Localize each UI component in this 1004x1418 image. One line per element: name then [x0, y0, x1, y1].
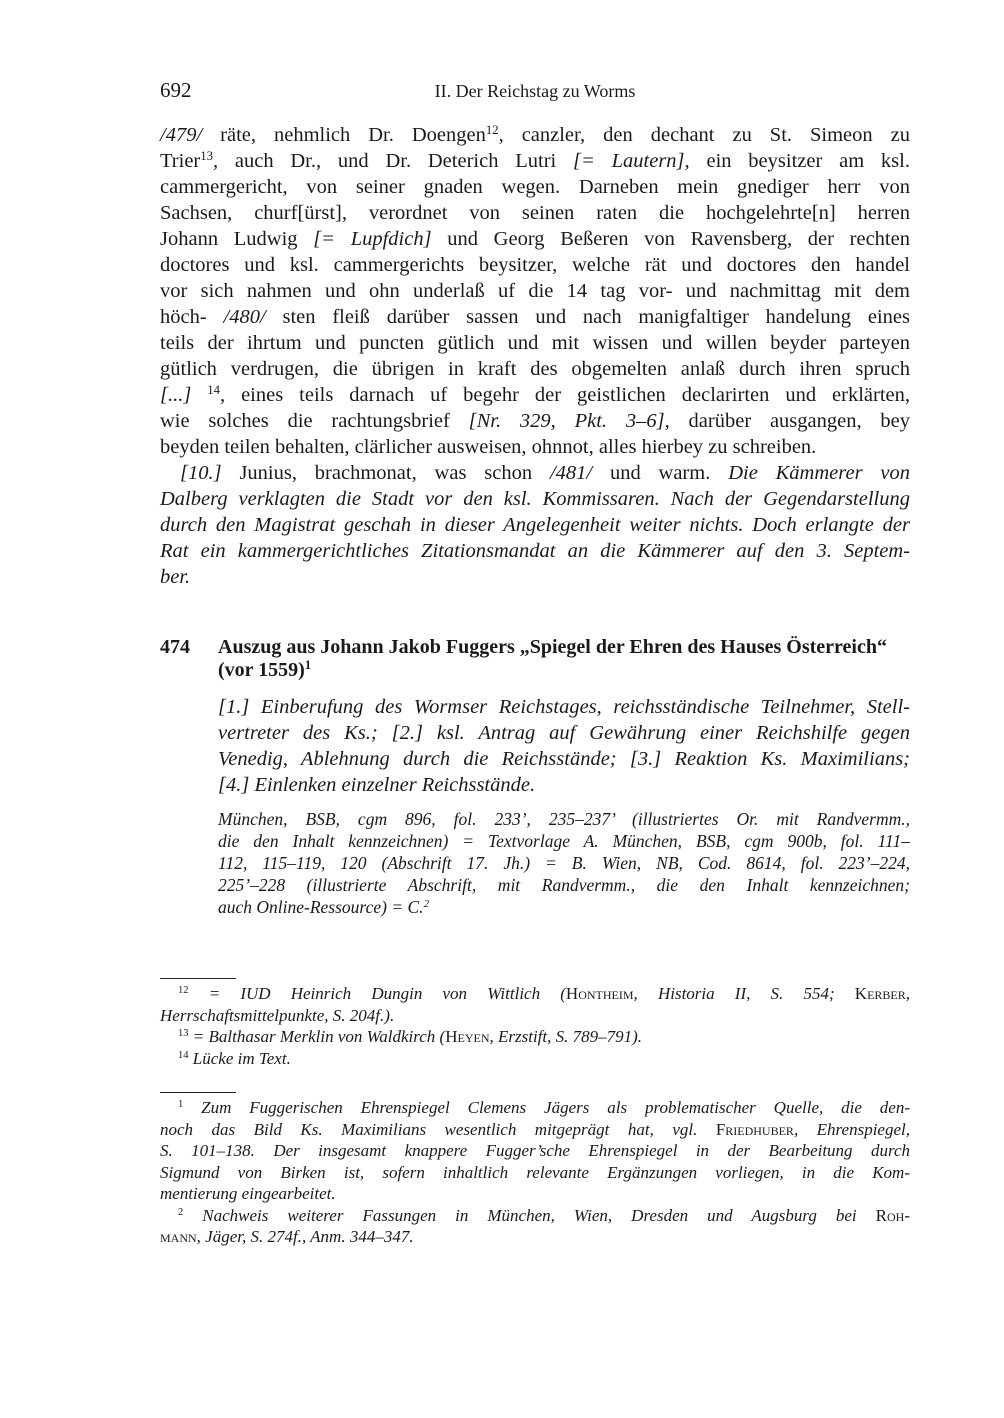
text-segment: , eines teils darnach uf begehr der geistlichen declarirten und erklärten, [220, 384, 910, 406]
source-line [218, 830, 910, 852]
footnote-marker: 13 [178, 1028, 189, 1040]
footnote-marker: 1 [178, 1099, 184, 1111]
footnote-line [160, 983, 910, 1005]
footnote [160, 1205, 910, 1248]
footnote-line [160, 1183, 910, 1205]
text-line [160, 200, 910, 226]
entry-number: 474 [160, 636, 190, 658]
text-segment: [= Lupfdich] [313, 228, 432, 250]
text-line [160, 226, 910, 252]
text-line [160, 434, 910, 460]
text-segment: , ein beysitzer am ksl. [684, 150, 910, 172]
footnote-marker: 2 [423, 898, 429, 911]
text-segment: 225’–228 (illustrierte Abschrift, mit Randvermm., die den Inhalt kennzeichnen; [218, 875, 910, 895]
text-line [160, 174, 910, 200]
text-segment: höch- [160, 306, 224, 328]
text-segment: , Ehrenspiegel, [793, 1119, 910, 1139]
text-segment: beyden teilen behalten, clärlicher ausweisen, ohnnot, alles hierbey zu schreiben. [160, 436, 817, 458]
text-line [160, 512, 910, 538]
text-segment: Lücke im Text. [188, 1048, 291, 1068]
text-segment: /481/ [549, 462, 593, 484]
text-line [160, 460, 910, 486]
text-segment: 112, 115–119, 120 (Abschrift 17. Jh.) = B. Wien, NB, Cod. 8614, fol. 223’–224, [218, 853, 910, 873]
text-segment: Rat ein kammergerichtliches Zitationsmandat an die Kämmerer auf den 3. Septem- [160, 540, 910, 562]
title-line [218, 636, 910, 659]
footnote [160, 1048, 910, 1070]
text-segment: teils der ihrtum und puncten gütlich und mit wissen und willen beyder parteyen [160, 332, 910, 354]
text-segment: vor sich nahmen und ohn underlaß uf die 14 tag vor- und nachmittag mit dem [160, 280, 910, 302]
page-number: 692 [160, 78, 192, 102]
text-segment: mann [160, 1227, 197, 1246]
footnote-marker: 12 [178, 985, 189, 997]
text-segment: gütlich verdrugen, die übrigen in kraft des obgemelten anlaß durch ihren spruch [160, 358, 910, 380]
text-segment: doctores und ksl. cammergerichts beysitzer, welche rät und doctores den handel [160, 254, 910, 276]
text-line [160, 304, 910, 330]
text-segment: Roh- [875, 1205, 910, 1225]
source-line [218, 874, 910, 896]
footnote-line [160, 1205, 910, 1227]
text-segment: Zum Fuggerischen Ehrenspiegel Clemens Jägers als problematischer Quelle, die den- [183, 1098, 910, 1117]
entry-title [218, 636, 910, 682]
footnote-line [160, 1140, 910, 1162]
text-segment: S. 101–138. Der insgesamt knappere Fugger’sche Ehrenspiegel in der Bearbeitung durch [160, 1141, 910, 1160]
text-line [160, 252, 910, 278]
text-segment: vertreter des Ks.; [2.] ksl. Antrag auf Gewährung einer Reichshilfe gegen [218, 722, 910, 744]
footnote [160, 1097, 910, 1205]
text-segment: /479/ [160, 124, 203, 146]
text-segment: räte, nehmlich Dr. Doengen [202, 124, 486, 146]
text-line [160, 122, 910, 148]
text-segment: , darüber ausgangen, bey [664, 410, 911, 432]
text-line [160, 278, 910, 304]
text-segment: und Georg Beßeren von Ravensberg, der rechten [431, 228, 910, 250]
summary-line [218, 746, 910, 772]
text-segment: , Jäger, S. 274f., Anm. 344–347. [196, 1227, 414, 1246]
footnote-line [160, 1026, 910, 1048]
text-segment: Hontheim [565, 984, 634, 1003]
text-segment: Friedhuber [715, 1119, 794, 1139]
footnote-marker: 12 [485, 123, 499, 138]
text-segment: , auch Dr., und Dr. Deterich Lutri [212, 150, 574, 172]
text-segment: [...] [160, 384, 192, 406]
text-segment: mentierung eingearbeitet. [160, 1184, 336, 1203]
footnote-marker: 2 [178, 1206, 184, 1218]
text-segment: , Erzstift, S. 789–791). [489, 1027, 643, 1046]
footnote-line [160, 1005, 910, 1027]
text-line [160, 330, 910, 356]
text-segment: Dalberg verklagten die Stadt vor den ksl. Kommissaren. Nach der Gegendarstellung [160, 488, 910, 510]
footnotes-main [160, 978, 910, 1069]
text-segment: Trier [160, 150, 201, 172]
footnote-line [160, 1048, 910, 1070]
text-segment: /480/ [223, 306, 266, 328]
footnote-marker: 13 [200, 149, 213, 164]
text-segment: München, BSB, cgm 896, fol. 233’, 235–237’ (illustriertes Or. mit Randvermm., [218, 809, 910, 829]
text-segment: durch den Magistrat geschah in dieser Angelegenheit weiter nichts. Doch erlangte der [160, 514, 910, 536]
text-segment: auch Online-Ressource) = C. [218, 897, 424, 917]
text-segment: cammergericht, von seiner gnaden wegen. Darneben mein gnediger herr von [160, 176, 910, 198]
footnote-marker: 14 [207, 383, 220, 398]
text-segment: [= Lautern] [573, 150, 685, 172]
text-segment: , canzler, den dechant zu St. Simeon zu [498, 124, 910, 146]
text-line [160, 486, 910, 512]
text-segment: , [905, 984, 910, 1003]
text-segment: wie solches die rachtungsbrief [160, 410, 469, 432]
running-title: II. Der Reichstag zu Worms [434, 81, 636, 101]
text-segment: Junius, brachmonat, was schon [221, 462, 550, 484]
text-segment: Auszug aus Johann Jakob Fuggers „Spiegel der Ehren des Hauses Österreich“ [218, 636, 887, 658]
text-segment: Sigmund von Birken ist, sofern inhaltlich relevante Ergänzungen vorliegen, in die Kom- [160, 1162, 910, 1182]
footnote-marker: 14 [178, 1049, 189, 1061]
text-segment: Johann Ludwig [160, 228, 314, 250]
text-segment: Sachsen, churf[ürst], verordnet von seinen raten die hochgelehrte[n] herren [160, 202, 910, 224]
footnotes-entry [160, 1092, 910, 1248]
title-line [218, 659, 910, 682]
summary-line [218, 720, 910, 746]
text-segment: [1.] Einberufung des Wormser Reichstages, reichsständische Teilnehmer, Stell- [218, 696, 910, 718]
text-segment: Venedig, Ablehnung durch die Reichsstände; [3.] Reaktion Ks. Maximilians; [218, 748, 910, 770]
footnote-rule [160, 978, 236, 979]
text-segment: Heyen [445, 1027, 490, 1046]
text-line [160, 408, 910, 434]
text-segment: Nachweis weiterer Fassungen in München, Wien, Dresden und Augsburg bei [183, 1205, 876, 1225]
text-segment: [Nr. 329, Pkt. 3–6] [468, 410, 665, 432]
text-segment: [4.] Einlenken einzelner Reichsstände. [218, 774, 536, 796]
text-segment: = Balthasar Merklin von Waldkirch ( [188, 1027, 446, 1046]
entry-source [218, 808, 910, 918]
summary-line [218, 694, 910, 720]
text-segment: [10.] [180, 462, 222, 484]
text-segment: Die Kämmerer von [728, 462, 910, 484]
source-line [218, 896, 910, 918]
text-segment: Herrschaftsmittelpunkte, S. 204f.). [160, 1005, 395, 1025]
text-line [160, 382, 910, 408]
footnote-line [160, 1162, 910, 1184]
text-segment: Kerber [854, 984, 906, 1003]
text-segment: = IUD Heinrich Dungin von Wittlich ( [188, 984, 566, 1003]
text-line [160, 538, 910, 564]
paragraph [160, 460, 910, 590]
main-text [160, 122, 910, 590]
text-segment [191, 384, 207, 406]
source-line [218, 852, 910, 874]
paragraph [160, 122, 910, 460]
footnote [160, 1026, 910, 1048]
footnote-line [160, 1119, 910, 1141]
summary-line [218, 772, 910, 798]
text-segment: (vor 1559) [218, 659, 305, 681]
entry-summary [218, 694, 910, 798]
text-line [160, 148, 910, 174]
footnote-line [160, 1097, 910, 1119]
document-entry [160, 636, 910, 918]
page-header [160, 78, 910, 108]
footnote-marker: 1 [304, 658, 312, 673]
text-line [160, 564, 910, 590]
footnote [160, 983, 910, 1026]
text-segment: , Historia II, S. 554; [633, 984, 855, 1003]
text-line [160, 356, 910, 382]
source-line [218, 808, 910, 830]
text-segment: sten fleiß darüber sassen und nach manigfaltiger handelung eines [265, 306, 910, 328]
text-segment: und warm. [592, 462, 729, 484]
text-segment: noch das Bild Ks. Maximilians wesentlich mitgeprägt hat, vgl. [160, 1119, 716, 1139]
text-segment: die den Inhalt kennzeichnen) = Textvorlage A. München, BSB, cgm 900b, fol. 111– [218, 831, 910, 851]
footnote-line [160, 1226, 910, 1248]
text-segment: ber. [160, 566, 191, 588]
footnote-rule [160, 1092, 236, 1093]
